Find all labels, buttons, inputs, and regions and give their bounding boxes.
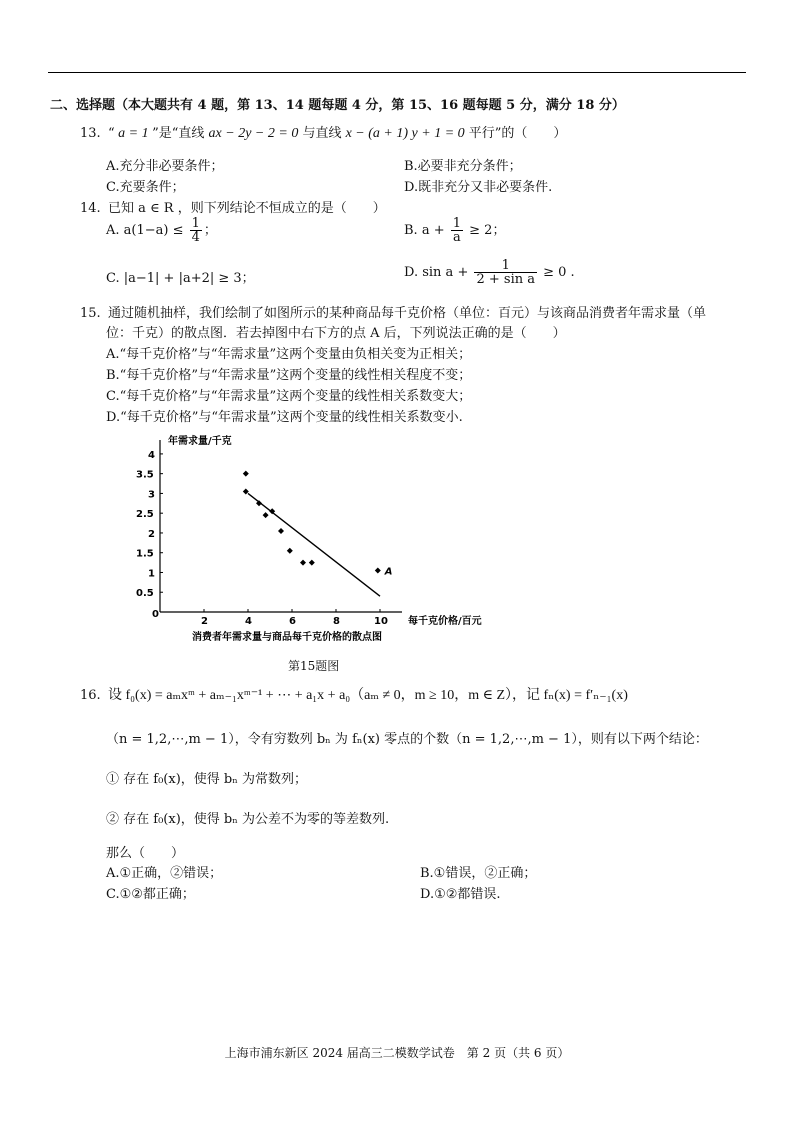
data-point	[278, 528, 284, 534]
y-tick-label: 1.5	[136, 548, 154, 560]
option-c[interactable]: C.①②都正确；	[106, 887, 195, 902]
x-tick-label: 10	[374, 616, 388, 627]
option-a[interactable]: A. a(1−a) ≤ $\frac{1}{4}$ ；	[106, 216, 217, 245]
chart-xlabel: 每千克价格/百元	[408, 616, 482, 627]
data-point	[309, 560, 315, 566]
page-footer: 上海市浦东新区 2024 届高三二模数学试卷 第 2 页（共 6 页）	[224, 1046, 570, 1060]
option-b[interactable]: B.“每千克价格”与“年需求量”这两个变量的线性相关程度不变；	[106, 368, 472, 383]
fraction: $\frac{1}{4}$	[191, 216, 200, 245]
point-a-label: A	[384, 566, 393, 578]
option-c[interactable]: C.“每千克价格”与“年需求量”这两个变量的线性相关系数变大；	[106, 389, 472, 404]
y-tick-label: 0.5	[136, 588, 154, 600]
data-point	[375, 568, 381, 574]
chart-ylabel: 年需求量/千克	[168, 436, 232, 447]
data-point	[287, 548, 293, 554]
option-a[interactable]: A.“每千克价格”与“年需求量”这两个变量由负相关变为正相关；	[106, 347, 472, 362]
section-title: 二、选择题（本大题共有 4 题，第 13、14 题每题 4 分，第 15、16 题每题 5 分，满分 18 分）	[50, 98, 625, 113]
question-16-stem-line2: （n = 1,2,⋯,m − 1），令有穷数列 bₙ 为 fₙ(x) 零点的个数（n = 1,2,⋯,m − 1），则有以下两个结论：	[106, 732, 708, 747]
fraction: $\frac{1}{\text{2 + sin a}}$	[476, 258, 535, 287]
question-15-stem-line2: 位：千克）的散点图．若去掉图中右下方的点 A 后，下列说法正确的是（ ）	[106, 326, 566, 341]
top-rule	[48, 72, 746, 73]
chart-title: 消费者年需求量与商品每千克价格的散点图	[192, 632, 382, 643]
question-number: 14.	[80, 201, 101, 216]
option-d[interactable]: D.“每千克价格”与“年需求量”这两个变量的线性相关系数变小.	[106, 410, 463, 425]
y-tick-label: 2.5	[136, 509, 154, 521]
y-tick-label: 3	[148, 489, 155, 501]
option-a[interactable]: A.充分非必要条件；	[106, 159, 224, 174]
trend-line	[248, 493, 380, 596]
question-14-stem: 14. 已知 a ∈ R ，则下列结论不恒成立的是（ ）	[80, 201, 386, 216]
question-number: 15.	[80, 306, 101, 321]
question-16-stem-line1: 16. 设 f₀(x) = aₘxᵐ + aₘ₋₁xᵐ⁻¹ + ⋯ + a₁x + a₀（aₘ ≠ 0，m ≥ 10，m ∈ Z），记 fₙ(x) = f′ₙ₋₁(x)	[80, 688, 628, 703]
question-16-then: 那么（ ）	[106, 846, 185, 861]
scatter-chart	[130, 428, 530, 658]
option-b[interactable]: B. a + $\frac{1}{a}$ ≥ 2；	[404, 216, 506, 245]
y-tick-label: 4	[148, 449, 155, 461]
x-tick-label: 4	[245, 616, 252, 627]
question-13-stem: 13. “ a = 1 ”是“直线 ax − 2y − 2 = 0 与直线 x − (a + 1) y + 1 = 0 平行”的（ ）	[80, 126, 567, 141]
option-d[interactable]: D.既非充分又非必要条件.	[404, 180, 553, 195]
question-number: 16.	[80, 688, 101, 703]
y-tick-label: 1	[148, 568, 155, 580]
data-point	[263, 512, 269, 518]
chart-origin-label: 0	[152, 609, 159, 620]
option-d[interactable]: D.①②都错误.	[420, 887, 501, 902]
x-tick-label: 2	[201, 616, 208, 627]
option-a[interactable]: A.①正确，②错误；	[106, 866, 223, 881]
conclusion-1: ① 存在 f₀(x)，使得 bₙ 为常数列；	[106, 772, 307, 787]
question-15-stem-line1: 15. 通过随机抽样，我们绘制了如图所示的某种商品每千克价格（单位：百元）与该商品消费者年需求量（单	[80, 306, 707, 321]
question-number: 13.	[80, 126, 101, 141]
x-tick-label: 8	[333, 616, 340, 627]
y-tick-label: 2	[148, 528, 155, 540]
figure-caption: 第15题图	[288, 659, 340, 673]
option-b[interactable]: B.必要非充分条件；	[404, 159, 522, 174]
conclusion-2: ② 存在 f₀(x)，使得 bₙ 为公差不为零的等差数列.	[106, 812, 390, 827]
option-c[interactable]: C.充要条件；	[106, 180, 185, 195]
option-d[interactable]: D. sin a + $\frac{1}{\text{2 + sin a}}$ ≥ 0 .	[404, 258, 575, 287]
y-tick-label: 3.5	[136, 469, 154, 481]
data-point	[300, 560, 306, 566]
x-tick-label: 6	[289, 616, 296, 627]
fraction: $\frac{1}{a}$	[452, 216, 462, 245]
option-c[interactable]: C. |a−1| + |a+2| ≥ 3；	[106, 271, 255, 286]
data-point	[243, 471, 249, 477]
option-b[interactable]: B.①错误，②正确；	[420, 866, 537, 881]
data-point	[243, 488, 249, 494]
